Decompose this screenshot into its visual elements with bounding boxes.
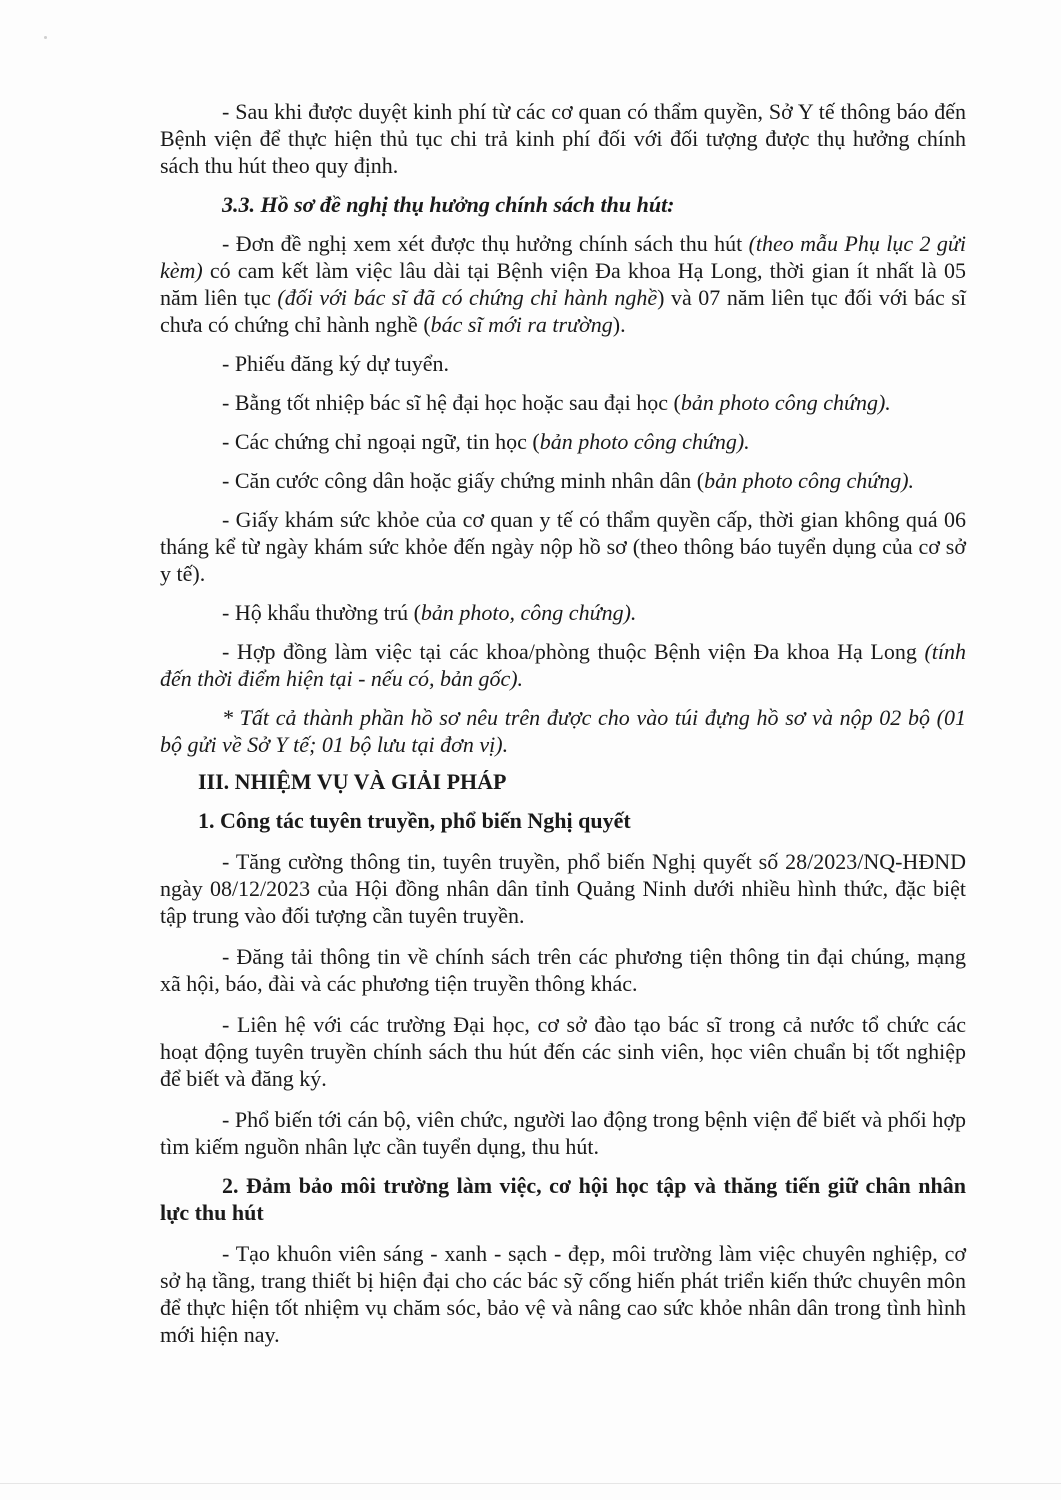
list-item-diploma <box>160 389 966 416</box>
list-item-certificates <box>160 428 966 455</box>
text-run: - Căn cước công dân hoặc giấy chứng minh nhân dân ( <box>222 468 705 493</box>
note-submission: * Tất cả thành phần hồ sơ nêu trên được cho vào túi đựng hồ sơ và nộp 02 bộ (01 bộ gửi về Sở Y tế; 01 bộ lưu tại đơn vị). <box>160 705 966 757</box>
italic-run: bản photo công chứng). <box>539 429 750 454</box>
page-bottom-edge <box>0 1483 1061 1484</box>
section-heading-3-3: 3.3. Hồ sơ đề nghị thụ hưởng chính sách thu hút: <box>222 192 675 217</box>
text-run: - Bằng tốt nhiệp bác sĩ hệ đại học hoặc sau đại học ( <box>222 390 681 415</box>
scan-speck <box>44 36 47 39</box>
section-heading-III: III. NHIỆM VỤ VÀ GIẢI PHÁP <box>198 769 507 794</box>
paragraph-propaganda: - Tăng cường thông tin, tuyên truyền, phổ biến Nghị quyết số 28/2023/NQ-HĐND ngày 08/12/2023 của Hội đồng nhân dân tỉnh Quảng Ninh dưới nhiều hình thức, đặc biệt tập trung vào đối tượng cần tuyên truyền. <box>160 849 966 928</box>
list-item-contract <box>160 638 966 692</box>
paragraph-staff: - Phổ biến tới cán bộ, viên chức, người lao động trong bệnh viện để biết và phối hợp tìm kiếm nguồn nhân lực cần tuyển dụng, thu hút. <box>160 1107 966 1159</box>
italic-run: (đối với bác sĩ đã có chứng chỉ hành nghề <box>277 285 658 310</box>
section-heading-1: 1. Công tác tuyên truyền, phổ biến Nghị quyết <box>198 808 631 833</box>
text-run: - Các chứng chỉ ngoại ngữ, tin học ( <box>222 429 540 454</box>
italic-run: bản photo công chứng). <box>680 390 891 415</box>
italic-run: bác sĩ mới ra trường <box>430 312 613 337</box>
paragraph-environment: - Tạo khuôn viên sáng - xanh - sạch - đẹp, môi trường làm việc chuyên nghiệp, cơ sở hạ tầng, trang thiết bị hiện đại cho các bác sỹ cống hiến phát triển kiến thức chuyên môn để thực hiện tốt nhiệm vụ chăm sóc, bảo vệ và nâng cao sức khỏe nhân dân trong tình hình mới hiện nay. <box>160 1241 966 1347</box>
italic-run: bản photo, công chứng). <box>420 600 637 625</box>
text-run: ) và 07 năm liên tục đối với bác sĩ chưa có chứng chỉ hành nghề ( <box>160 285 966 337</box>
italic-run: bản photo công chứng). <box>704 468 915 493</box>
text-run: - Hộ khẩu thường trú ( <box>222 600 421 625</box>
italic-run: (theo mẫu Phụ lục 2 gửi kèm) <box>160 231 966 283</box>
paragraph-text: - Sau khi được duyệt kinh phí từ các cơ quan có thẩm quyền, Sở Y tế thông báo đến Bệnh viện để thực hiện thủ tục chi trả kinh phí đối với đối tượng được thụ hưởng chính sách thu hút theo quy định. <box>160 99 966 178</box>
paragraph-funding-notice <box>160 98 966 179</box>
list-item-id-card <box>160 467 966 494</box>
text-run: có cam kết làm việc lâu dài tại Bệnh viện Đa khoa Hạ Long, thời gian ít nhất là 05 năm liên tục <box>160 258 966 310</box>
paragraph-media: - Đăng tải thông tin về chính sách trên các phương tiện thông tin đại chúng, mạng xã hội, báo, đài và các phương tiện truyền thông khác. <box>160 944 966 996</box>
paragraph-application-form <box>160 230 966 338</box>
italic-run: (tính đến thời điểm hiện tại - nếu có, bản gốc). <box>160 639 966 691</box>
list-item-registration: - Phiếu đăng ký dự tuyển. <box>222 351 450 376</box>
list-item-health-certificate: - Giấy khám sức khỏe của cơ quan y tế có thẩm quyền cấp, thời gian không quá 06 tháng kể từ ngày khám sức khỏe đến ngày nộp hồ sơ (theo thông báo tuyển dụng của cơ sở y tế). <box>160 507 966 586</box>
text-run: - Đơn đề nghị xem xét được thụ hưởng chính sách thu hút <box>222 231 749 256</box>
list-item-household-registration <box>160 599 966 626</box>
text-run: - Hợp đồng làm việc tại các khoa/phòng thuộc Bệnh viện Đa khoa Hạ Long <box>222 639 925 664</box>
section-heading-2: 2. Đảm bảo môi trường làm việc, cơ hội học tập và thăng tiến giữ chân nhân lực thu hút <box>160 1173 966 1225</box>
paragraph-universities: - Liên hệ với các trường Đại học, cơ sở đào tạo bác sĩ trong cả nước tổ chức các hoạt động tuyên truyền chính sách thu hút đến các sinh viên, học viên chuẩn bị tốt nghiệp để biết và đăng ký. <box>160 1012 966 1091</box>
text-run: ). <box>612 312 626 337</box>
document-body <box>160 98 966 1348</box>
